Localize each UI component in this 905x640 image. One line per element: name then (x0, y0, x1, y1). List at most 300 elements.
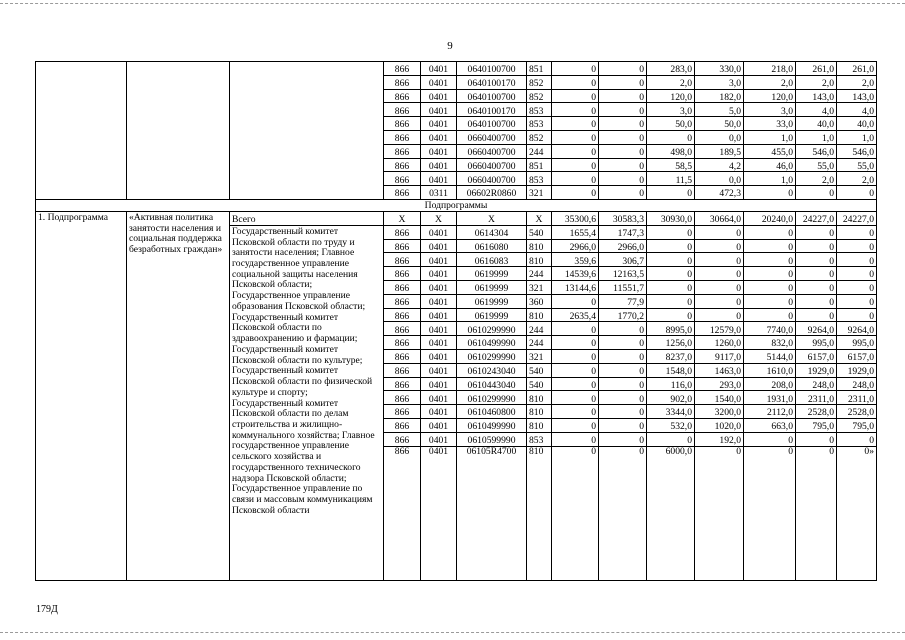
value-2018-cell: 120,0 (744, 89, 796, 103)
expense-type-cell: 321 (527, 349, 552, 363)
value-2019-cell: 55,0 (796, 158, 837, 172)
section-code-cell: 0401 (421, 144, 457, 158)
value-2017-cell: 1463,0 (695, 363, 744, 377)
value-2015-cell: 0 (599, 117, 647, 131)
section-code-cell: 0401 (421, 308, 457, 322)
target-article-cell: 0610460800 (457, 405, 527, 419)
expense-type-cell: 810 (527, 308, 552, 322)
value-2017-cell: 0 (695, 267, 744, 281)
target-article-cell: 0619999 (457, 267, 527, 281)
target-article-cell: 0616083 (457, 253, 527, 267)
expense-type-cell: 853 (527, 172, 552, 186)
value-2019-cell: 995,0 (796, 336, 837, 350)
value-2017-cell: 0 (695, 280, 744, 294)
value-2014-cell: 0 (552, 186, 599, 200)
gr-code-cell: 866 (384, 130, 421, 144)
value-2014-cell: 0 (552, 349, 599, 363)
gr-code-cell: 866 (384, 103, 421, 117)
value-2017-cell: 50,0 (695, 117, 744, 131)
value-2016-cell: 0 (647, 130, 695, 144)
value-2016-cell: 0 (647, 267, 695, 281)
gr-code-cell: 866 (384, 225, 421, 239)
value-2017-cell: 192,0 (695, 432, 744, 446)
value-2020-cell: 55,0 (837, 158, 877, 172)
gr-code-cell: 866 (384, 253, 421, 267)
gr-code-cell: 866 (384, 446, 421, 580)
section-code-cell: 0401 (421, 432, 457, 446)
gr-code-cell: 866 (384, 405, 421, 419)
value-2015-cell: 0 (599, 75, 647, 89)
value-2016-cell: 30930,0 (647, 211, 695, 225)
value-2020-cell: 248,0 (837, 377, 877, 391)
section-header (36, 199, 877, 211)
value-2020-cell: 1,0 (837, 130, 877, 144)
value-2014-cell: 0 (552, 418, 599, 432)
value-2016-cell: 0 (647, 432, 695, 446)
value-2015-cell: 0 (599, 391, 647, 405)
value-2014-cell: 13144,6 (552, 280, 599, 294)
value-2020-cell: 795,0 (837, 418, 877, 432)
value-2020-cell: 261,0 (837, 62, 877, 76)
target-article-cell: 0610243040 (457, 363, 527, 377)
value-2014-cell: 0 (552, 89, 599, 103)
target-article-cell: 0610299990 (457, 322, 527, 336)
value-2018-cell: 2,0 (744, 75, 796, 89)
gr-code-cell: 866 (384, 144, 421, 158)
value-2017-cell: 1020,0 (695, 418, 744, 432)
value-2017-cell: 30664,0 (695, 211, 744, 225)
expense-type-cell: 810 (527, 239, 552, 253)
value-2016-cell: 0 (647, 308, 695, 322)
value-2017-cell: 0,0 (695, 130, 744, 144)
gr-code-cell: 866 (384, 186, 421, 200)
expense-type-cell: 360 (527, 294, 552, 308)
value-2016-cell: 3,0 (647, 103, 695, 117)
gr-code-cell: 866 (384, 172, 421, 186)
value-2014-cell: 0 (552, 62, 599, 76)
value-2015-cell: 1770,2 (599, 308, 647, 322)
value-2015-cell: 30583,3 (599, 211, 647, 225)
value-2016-cell: 1256,0 (647, 336, 695, 350)
expense-type-cell: 244 (527, 322, 552, 336)
value-2018-cell: 33,0 (744, 117, 796, 131)
target-article-cell: 0610599990 (457, 432, 527, 446)
value-2014-cell: 0 (552, 75, 599, 89)
gr-code-cell: 866 (384, 294, 421, 308)
value-2016-cell: 0 (647, 225, 695, 239)
gr-code-cell: 866 (384, 377, 421, 391)
target-article-cell: 0640100170 (457, 75, 527, 89)
gr-code-cell: 866 (384, 391, 421, 405)
target-article-cell: 0640100700 (457, 62, 527, 76)
value-2014-cell: 0 (552, 322, 599, 336)
value-2017-cell: 3200,0 (695, 405, 744, 419)
section-code-cell: 0311 (421, 186, 457, 200)
value-2015-cell: 2966,0 (599, 239, 647, 253)
table-row (36, 62, 877, 76)
value-2019-cell: 0 (796, 239, 837, 253)
value-2015-cell: 0 (599, 405, 647, 419)
value-2014-cell: 14539,6 (552, 267, 599, 281)
value-2015-cell: 0 (599, 103, 647, 117)
gr-code-cell: 866 (384, 267, 421, 281)
value-2016-cell: 2,0 (647, 75, 695, 89)
value-2018-cell: 1,0 (744, 130, 796, 144)
expense-type-cell: 810 (527, 405, 552, 419)
value-2015-cell: 306,7 (599, 253, 647, 267)
value-2020-cell: 0 (837, 308, 877, 322)
top-rows (36, 62, 877, 200)
value-2020-cell: 2311,0 (837, 391, 877, 405)
expense-type-cell: 852 (527, 89, 552, 103)
value-2019-cell: 0 (796, 280, 837, 294)
value-2014-cell: 0 (552, 158, 599, 172)
target-article-cell: 0619999 (457, 294, 527, 308)
gr-code-cell: 866 (384, 349, 421, 363)
value-2016-cell: 11,5 (647, 172, 695, 186)
budget-table (35, 61, 877, 581)
section-code-cell: 0401 (421, 62, 457, 76)
scan-border-bottom (0, 632, 905, 633)
value-2020-cell: 0» (837, 446, 877, 580)
value-2014-cell: 359,6 (552, 253, 599, 267)
expense-type-cell: X (527, 211, 552, 225)
gr-code-cell: 866 (384, 158, 421, 172)
value-2020-cell: 6157,0 (837, 349, 877, 363)
value-2018-cell: 0 (744, 186, 796, 200)
value-2018-cell: 0 (744, 432, 796, 446)
value-2020-cell: 0 (837, 294, 877, 308)
expense-type-cell: 851 (527, 62, 552, 76)
value-2015-cell: 0 (599, 446, 647, 580)
value-2018-cell: 0 (744, 294, 796, 308)
value-2019-cell: 546,0 (796, 144, 837, 158)
value-2014-cell: 0 (552, 405, 599, 419)
value-2016-cell: 283,0 (647, 62, 695, 76)
target-article-cell: 0660400700 (457, 130, 527, 144)
gr-code-cell: X (384, 211, 421, 225)
value-2019-cell: 261,0 (796, 62, 837, 76)
value-2016-cell: 3344,0 (647, 405, 695, 419)
section-code-cell: 0401 (421, 336, 457, 350)
section-code-cell: 0401 (421, 280, 457, 294)
value-2014-cell: 0 (552, 117, 599, 131)
value-2014-cell: 0 (552, 363, 599, 377)
value-2019-cell: 9264,0 (796, 322, 837, 336)
value-2015-cell: 0 (599, 172, 647, 186)
value-2018-cell: 0 (744, 267, 796, 281)
value-2020-cell: 1929,0 (837, 363, 877, 377)
value-2019-cell: 0 (796, 186, 837, 200)
expense-type-cell: 321 (527, 186, 552, 200)
value-2019-cell: 4,0 (796, 103, 837, 117)
value-2020-cell: 2,0 (837, 75, 877, 89)
section-code-cell: 0401 (421, 391, 457, 405)
value-2016-cell: 0 (647, 280, 695, 294)
expense-type-cell: 244 (527, 267, 552, 281)
value-2016-cell: 8237,0 (647, 349, 695, 363)
value-2017-cell: 0 (695, 446, 744, 580)
value-2018-cell: 3,0 (744, 103, 796, 117)
value-2018-cell: 1610,0 (744, 363, 796, 377)
section-code-cell: X (421, 211, 457, 225)
value-2015-cell: 0 (599, 349, 647, 363)
section-code-cell: 0401 (421, 418, 457, 432)
program-type: 1. Подпрограмма (36, 211, 127, 580)
value-2018-cell: 0 (744, 253, 796, 267)
target-article-cell: 06105R4700 (457, 446, 527, 580)
target-article-cell: 0619999 (457, 308, 527, 322)
value-2016-cell: 498,0 (647, 144, 695, 158)
expense-type-cell: 852 (527, 75, 552, 89)
section-code-cell: 0401 (421, 322, 457, 336)
value-2019-cell: 0 (796, 446, 837, 580)
value-2018-cell: 5144,0 (744, 349, 796, 363)
value-2020-cell: 4,0 (837, 103, 877, 117)
gr-code-cell: 866 (384, 280, 421, 294)
value-2016-cell: 58,5 (647, 158, 695, 172)
value-2014-cell: 2635,4 (552, 308, 599, 322)
value-2018-cell: 1931,0 (744, 391, 796, 405)
value-2019-cell: 795,0 (796, 418, 837, 432)
value-2015-cell: 0 (599, 363, 647, 377)
value-2020-cell: 0 (837, 253, 877, 267)
gr-code-cell: 866 (384, 432, 421, 446)
section-code-cell: 0401 (421, 117, 457, 131)
value-2020-cell: 2528,0 (837, 405, 877, 419)
value-2016-cell: 0 (647, 253, 695, 267)
gr-code-cell: 866 (384, 322, 421, 336)
value-2016-cell: 120,0 (647, 89, 695, 103)
gr-code-cell: 866 (384, 239, 421, 253)
value-2020-cell: 2,0 (837, 172, 877, 186)
expense-type-cell: 810 (527, 391, 552, 405)
value-2015-cell: 11551,7 (599, 280, 647, 294)
value-2015-cell: 12163,5 (599, 267, 647, 281)
gr-code-cell: 866 (384, 75, 421, 89)
executors-total-label: Всего (230, 211, 384, 225)
value-2018-cell: 0 (744, 225, 796, 239)
value-2015-cell: 0 (599, 144, 647, 158)
value-2014-cell: 0 (552, 377, 599, 391)
value-2017-cell: 5,0 (695, 103, 744, 117)
value-2015-cell: 0 (599, 130, 647, 144)
value-2014-cell: 0 (552, 144, 599, 158)
value-2016-cell: 0 (647, 294, 695, 308)
value-2017-cell: 0 (695, 253, 744, 267)
target-article-cell: 0660400700 (457, 158, 527, 172)
expense-type-cell: 853 (527, 117, 552, 131)
gr-code-cell: 866 (384, 363, 421, 377)
section-code-cell: 0401 (421, 446, 457, 580)
value-2020-cell: 0 (837, 239, 877, 253)
target-article-cell: 0619999 (457, 280, 527, 294)
value-2019-cell: 24227,0 (796, 211, 837, 225)
value-2019-cell: 2,0 (796, 75, 837, 89)
value-2015-cell: 0 (599, 158, 647, 172)
target-article-cell: X (457, 211, 527, 225)
value-2019-cell: 0 (796, 294, 837, 308)
value-2015-cell: 0 (599, 186, 647, 200)
prev-program-type (36, 62, 127, 200)
value-2018-cell: 0 (744, 308, 796, 322)
expense-type-cell: 321 (527, 280, 552, 294)
value-2018-cell: 0 (744, 239, 796, 253)
section-code-cell: 0401 (421, 89, 457, 103)
expense-type-cell: 853 (527, 103, 552, 117)
value-2014-cell: 0 (552, 336, 599, 350)
value-2019-cell: 0 (796, 225, 837, 239)
value-2018-cell: 663,0 (744, 418, 796, 432)
gr-code-cell: 866 (384, 89, 421, 103)
value-2017-cell: 293,0 (695, 377, 744, 391)
value-2018-cell: 7740,0 (744, 322, 796, 336)
target-article-cell: 0660400700 (457, 172, 527, 186)
value-2017-cell: 182,0 (695, 89, 744, 103)
value-2014-cell: 0 (552, 130, 599, 144)
value-2017-cell: 189,5 (695, 144, 744, 158)
target-article-cell: 0610499990 (457, 336, 527, 350)
value-2020-cell: 546,0 (837, 144, 877, 158)
value-2015-cell: 77,9 (599, 294, 647, 308)
table-row (36, 211, 877, 225)
value-2019-cell: 2311,0 (796, 391, 837, 405)
value-2018-cell: 0 (744, 446, 796, 580)
value-2016-cell: 0 (647, 239, 695, 253)
value-2018-cell: 20240,0 (744, 211, 796, 225)
value-2020-cell: 0 (837, 186, 877, 200)
section-code-cell: 0401 (421, 130, 457, 144)
section-code-cell: 0401 (421, 377, 457, 391)
value-2017-cell: 1260,0 (695, 336, 744, 350)
program-rows (36, 211, 877, 580)
target-article-cell: 0610443040 (457, 377, 527, 391)
expense-type-cell: 540 (527, 225, 552, 239)
expense-type-cell: 540 (527, 363, 552, 377)
value-2016-cell: 8995,0 (647, 322, 695, 336)
section-code-cell: 0401 (421, 405, 457, 419)
expense-type-cell: 244 (527, 336, 552, 350)
section-code-cell: 0401 (421, 225, 457, 239)
value-2016-cell: 116,0 (647, 377, 695, 391)
gr-code-cell: 866 (384, 308, 421, 322)
value-2014-cell: 0 (552, 172, 599, 186)
value-2016-cell: 1548,0 (647, 363, 695, 377)
section-title: Подпрограммы (36, 199, 877, 211)
target-article-cell: 0610299990 (457, 349, 527, 363)
section-code-cell: 0401 (421, 267, 457, 281)
value-2020-cell: 9264,0 (837, 322, 877, 336)
value-2020-cell: 0 (837, 225, 877, 239)
value-2014-cell: 2966,0 (552, 239, 599, 253)
expense-type-cell: 810 (527, 418, 552, 432)
target-article-cell: 0660400700 (457, 144, 527, 158)
value-2015-cell: 0 (599, 377, 647, 391)
value-2017-cell: 330,0 (695, 62, 744, 76)
section-code-cell: 0401 (421, 253, 457, 267)
target-article-cell: 06602R0860 (457, 186, 527, 200)
section-code-cell: 0401 (421, 75, 457, 89)
value-2018-cell: 208,0 (744, 377, 796, 391)
value-2019-cell: 2,0 (796, 172, 837, 186)
value-2019-cell: 40,0 (796, 117, 837, 131)
value-2019-cell: 0 (796, 267, 837, 281)
value-2016-cell: 532,0 (647, 418, 695, 432)
target-article-cell: 0640100700 (457, 89, 527, 103)
value-2020-cell: 24227,0 (837, 211, 877, 225)
expense-type-cell: 851 (527, 158, 552, 172)
value-2020-cell: 0 (837, 267, 877, 281)
value-2017-cell: 9117,0 (695, 349, 744, 363)
value-2017-cell: 0 (695, 294, 744, 308)
section-code-cell: 0401 (421, 158, 457, 172)
value-2015-cell: 0 (599, 322, 647, 336)
value-2017-cell: 472,3 (695, 186, 744, 200)
prev-program-name (127, 62, 230, 200)
value-2020-cell: 40,0 (837, 117, 877, 131)
value-2020-cell: 0 (837, 432, 877, 446)
value-2017-cell: 0 (695, 308, 744, 322)
value-2014-cell: 0 (552, 391, 599, 405)
value-2019-cell: 2528,0 (796, 405, 837, 419)
value-2015-cell: 0 (599, 432, 647, 446)
value-2020-cell: 0 (837, 280, 877, 294)
gr-code-cell: 866 (384, 336, 421, 350)
value-2015-cell: 1747,3 (599, 225, 647, 239)
value-2015-cell: 0 (599, 62, 647, 76)
value-2015-cell: 0 (599, 89, 647, 103)
section-code-cell: 0401 (421, 103, 457, 117)
program-executors: Государственный комитет Псковской области по труду и занятости населения; Главное государственное управление социальной защиты населения Псковской области; Государственное управление образования Псковской области; Государственный комитет Псковской области по здравоохранению и фармации; Государственный комитет Псковской области по культуре; Государственный комитет Псковской области по физической культуре и спорту; Государственный комитет Псковской области по делам строительства и жилищно-коммунального хозяйства; Главное государственное управление сельского хозяйства и государственного технического надзора Псковской области; Государственное управление по связи и массовым коммуникациям Псковской области (230, 225, 384, 580)
page-number: 9 (447, 40, 453, 52)
value-2017-cell: 4,2 (695, 158, 744, 172)
gr-code-cell: 866 (384, 418, 421, 432)
target-article-cell: 0610299990 (457, 391, 527, 405)
expense-type-cell: 853 (527, 432, 552, 446)
value-2016-cell: 6000,0 (647, 446, 695, 580)
target-article-cell: 0616080 (457, 239, 527, 253)
value-2019-cell: 0 (796, 432, 837, 446)
value-2017-cell: 0,0 (695, 172, 744, 186)
value-2017-cell: 3,0 (695, 75, 744, 89)
expense-type-cell: 540 (527, 377, 552, 391)
value-2014-cell: 0 (552, 103, 599, 117)
value-2020-cell: 143,0 (837, 89, 877, 103)
scan-border-top (0, 3, 905, 4)
value-2017-cell: 1540,0 (695, 391, 744, 405)
value-2018-cell: 455,0 (744, 144, 796, 158)
value-2018-cell: 218,0 (744, 62, 796, 76)
section-code-cell: 0401 (421, 172, 457, 186)
target-article-cell: 0614304 (457, 225, 527, 239)
section-code-cell: 0401 (421, 239, 457, 253)
value-2019-cell: 1,0 (796, 130, 837, 144)
document-code: 179Д (36, 604, 58, 615)
expense-type-cell: 810 (527, 253, 552, 267)
value-2016-cell: 0 (647, 186, 695, 200)
expense-type-cell: 810 (527, 446, 552, 580)
value-2014-cell: 1655,4 (552, 225, 599, 239)
value-2017-cell: 12579,0 (695, 322, 744, 336)
target-article-cell: 0640100700 (457, 117, 527, 131)
value-2018-cell: 2112,0 (744, 405, 796, 419)
value-2018-cell: 832,0 (744, 336, 796, 350)
expense-type-cell: 852 (527, 130, 552, 144)
value-2019-cell: 248,0 (796, 377, 837, 391)
section-code-cell: 0401 (421, 363, 457, 377)
value-2017-cell: 0 (695, 225, 744, 239)
value-2018-cell: 0 (744, 280, 796, 294)
